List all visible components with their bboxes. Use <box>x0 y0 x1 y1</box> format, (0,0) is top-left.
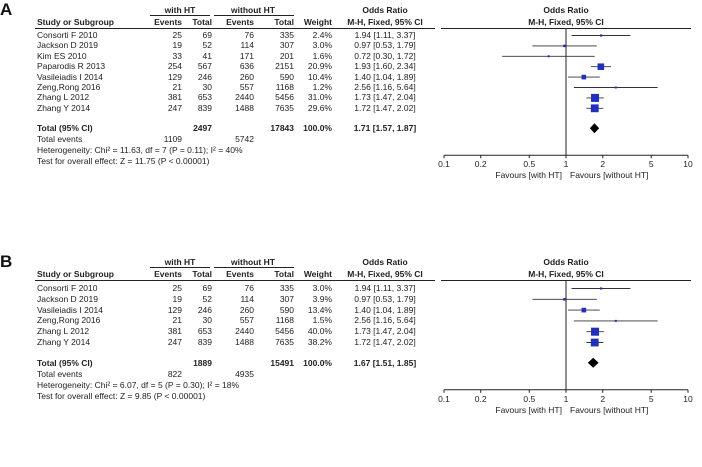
study-t2: 5456 <box>275 92 294 103</box>
point-square <box>591 339 599 347</box>
study-t1: 41 <box>202 50 212 61</box>
heterogeneity: Heterogeneity: Chi² = 11.63, df = 7 (P = 0.11); I² = 40% <box>37 145 243 156</box>
tick-label: 1 <box>563 393 569 404</box>
study-name: Zhang Y 2014 <box>37 337 91 347</box>
study-t2: 1168 <box>275 315 294 326</box>
study-ci: 1.93 [1.60, 2.34] <box>354 61 416 72</box>
study-e1: 129 <box>167 71 182 82</box>
study-e2: 76 <box>244 283 254 293</box>
point-square <box>615 87 617 89</box>
tick-label: 10 <box>683 393 693 404</box>
study-e2: 557 <box>239 315 254 326</box>
tick-label: 0.1 <box>438 159 450 170</box>
total-ci: 1.67 [1.51, 1.85] <box>353 357 417 368</box>
col-weight-header: Weight <box>303 17 332 27</box>
study-ci: 2.56 [1.16, 5.64] <box>354 82 416 92</box>
favours-right-label: Favours [without HT] <box>570 404 649 415</box>
point-square <box>615 320 617 322</box>
study-name: Zhang L 2012 <box>37 326 90 337</box>
point-square <box>600 287 602 289</box>
study-t1: 30 <box>202 315 212 326</box>
study-ci: 0.97 [0.53, 1.79] <box>354 40 416 51</box>
panel-a <box>0 0 702 215</box>
total-events-label: Total events <box>37 368 83 379</box>
point-square <box>598 63 605 70</box>
total-t1: 1889 <box>193 357 212 368</box>
study-name: Zhang Y 2014 <box>37 102 91 113</box>
study-t1: 69 <box>202 283 212 293</box>
study-ci: 1.40 [1.04, 1.89] <box>354 71 416 82</box>
study-name: Consorti F 2010 <box>37 30 98 40</box>
study-name: Vasileiadis I 2014 <box>37 304 103 315</box>
study-weight: 1.2% <box>312 82 332 92</box>
pooled-diamond <box>590 123 599 133</box>
study-name: Kim ES 2010 <box>37 50 87 61</box>
total-weight: 100.0% <box>303 123 332 134</box>
col-total2-header: Total <box>274 17 294 27</box>
or-title-right: Odds Ratio <box>543 257 589 267</box>
study-weight: 20.9% <box>307 61 332 72</box>
col-total1-header: Total <box>192 17 212 27</box>
total-t2: 15491 <box>270 357 294 368</box>
study-name: Paparodis R 2013 <box>37 61 106 72</box>
study-e2: 557 <box>239 82 254 92</box>
point-square <box>591 104 599 112</box>
study-ci: 1.94 [1.11, 3.37] <box>354 283 416 293</box>
col-total2-header: Total <box>274 269 294 279</box>
forest-plot <box>0 0 702 200</box>
study-name: Zhang L 2012 <box>37 92 90 103</box>
total-events-e1: 822 <box>167 368 182 379</box>
or-title-right: Odds Ratio <box>543 5 589 15</box>
overall-effect: Test for overall effect: Z = 11.75 (P < 0.00001) <box>37 156 210 167</box>
study-weight: 2.4% <box>312 30 332 40</box>
study-name: Jackson D 2019 <box>37 40 98 51</box>
study-t2: 590 <box>279 304 294 315</box>
study-e2: 260 <box>239 71 254 82</box>
point-square <box>591 94 599 102</box>
total-events-e2: 5742 <box>235 134 254 145</box>
col-method-header-right: M-H, Fixed, 95% CI <box>528 269 604 279</box>
tick-label: 0.5 <box>523 393 536 404</box>
or-title: Odds Ratio <box>362 5 408 15</box>
study-e2: 2440 <box>235 92 254 103</box>
col-weight-header: Weight <box>303 269 332 279</box>
study-t2: 5456 <box>275 326 294 337</box>
study-name: Jackson D 2019 <box>37 293 98 304</box>
tick-label: 2 <box>600 159 606 170</box>
tick-label: 0.2 <box>474 393 487 404</box>
study-e2: 171 <box>239 50 254 61</box>
study-e2: 114 <box>240 293 254 304</box>
study-t2: 7635 <box>275 102 294 113</box>
favours-left-label: Favours [with HT] <box>495 170 562 181</box>
panel-b <box>0 252 702 467</box>
total-weight: 100.0% <box>303 357 332 368</box>
study-weight: 31.0% <box>307 92 332 103</box>
total-label: Total (95% CI) <box>37 123 93 134</box>
col-events2-header: Events <box>226 17 254 27</box>
study-ci: 1.40 [1.04, 1.89] <box>354 304 416 315</box>
study-e1: 129 <box>167 304 182 315</box>
study-weight: 13.4% <box>307 304 332 315</box>
tick-label: 0.1 <box>438 393 450 404</box>
point-square <box>582 75 587 80</box>
study-t1: 246 <box>197 304 212 315</box>
tick-label: 5 <box>648 393 654 404</box>
study-weight: 3.9% <box>312 293 332 304</box>
total-t1: 2497 <box>193 123 212 134</box>
study-t2: 307 <box>279 40 294 51</box>
study-e2: 636 <box>239 61 254 72</box>
pooled-diamond <box>588 358 599 368</box>
study-t1: 52 <box>202 293 212 304</box>
point-square <box>600 34 602 36</box>
study-e1: 25 <box>172 283 182 293</box>
total-events-label: Total events <box>37 134 83 145</box>
study-name: Zeng,Rong 2016 <box>37 82 101 92</box>
study-e2: 260 <box>239 304 254 315</box>
study-t2: 7635 <box>275 337 294 347</box>
study-e1: 19 <box>172 293 182 304</box>
group2-header: without HT <box>231 5 275 15</box>
study-weight: 3.0% <box>312 40 332 51</box>
study-weight: 29.6% <box>307 102 332 113</box>
study-t2: 307 <box>279 293 294 304</box>
total-label: Total (95% CI) <box>37 357 93 368</box>
study-e1: 247 <box>167 337 182 347</box>
study-ci: 1.72 [1.47, 2.02] <box>354 102 416 113</box>
study-e2: 1488 <box>235 102 254 113</box>
total-events-e1: 1109 <box>163 134 182 145</box>
point-square <box>591 328 599 336</box>
study-t2: 1168 <box>275 82 294 92</box>
tick-label: 0.2 <box>474 159 487 170</box>
col-total1-header: Total <box>192 269 212 279</box>
study-e1: 247 <box>167 102 182 113</box>
panel-label: A <box>0 0 13 19</box>
study-t2: 2151 <box>275 61 294 72</box>
study-weight: 40.0% <box>307 326 332 337</box>
study-t1: 567 <box>197 61 212 72</box>
group2-header: without HT <box>231 257 275 267</box>
point-square <box>563 298 565 300</box>
study-weight: 1.6% <box>312 50 332 61</box>
study-t1: 653 <box>197 326 212 337</box>
total-ci: 1.71 [1.57, 1.87] <box>353 123 417 134</box>
tick-label: 10 <box>683 159 693 170</box>
study-e2: 2440 <box>235 326 254 337</box>
or-title: Odds Ratio <box>362 257 408 267</box>
favours-right-label: Favours [without HT] <box>570 170 649 181</box>
study-e2: 114 <box>240 40 254 51</box>
study-name: Consorti F 2010 <box>37 283 98 293</box>
heterogeneity: Heterogeneity: Chi² = 6.07, df = 5 (P = 0.30); I² = 18% <box>37 379 240 390</box>
forest-plot <box>0 252 702 452</box>
study-t1: 246 <box>197 71 212 82</box>
total-t2: 17843 <box>270 123 294 134</box>
study-t1: 653 <box>197 92 212 103</box>
study-t2: 590 <box>279 71 294 82</box>
point-square <box>548 55 550 57</box>
panel-label: B <box>0 252 13 271</box>
study-name: Vasileiadis I 2014 <box>37 71 103 82</box>
study-e1: 381 <box>167 92 182 103</box>
col-study-header: Study or Subgroup <box>37 269 114 279</box>
tick-label: 5 <box>648 159 654 170</box>
study-weight: 38.2% <box>307 337 332 347</box>
col-events1-header: Events <box>154 269 182 279</box>
study-ci: 1.73 [1.47, 2.04] <box>354 326 416 337</box>
col-method-header: M-H, Fixed, 95% CI <box>347 269 423 279</box>
study-weight: 1.5% <box>312 315 332 326</box>
study-e1: 25 <box>172 30 182 40</box>
favours-left-label: Favours [with HT] <box>495 404 562 415</box>
study-t2: 201 <box>279 50 294 61</box>
study-t2: 335 <box>279 283 294 293</box>
study-ci: 1.73 [1.47, 2.04] <box>354 92 416 103</box>
study-e2: 1488 <box>235 337 254 347</box>
tick-label: 0.5 <box>523 159 536 170</box>
point-square <box>563 45 565 47</box>
total-events-e2: 4935 <box>235 368 254 379</box>
study-name: Zeng,Rong 2016 <box>37 315 101 326</box>
col-events2-header: Events <box>226 269 254 279</box>
study-e1: 33 <box>172 50 182 61</box>
study-weight: 3.0% <box>312 283 332 293</box>
study-e1: 254 <box>167 61 182 72</box>
study-t1: 30 <box>202 82 212 92</box>
study-e1: 381 <box>167 326 182 337</box>
col-study-header: Study or Subgroup <box>37 17 114 27</box>
study-t2: 335 <box>279 30 294 40</box>
tick-label: 1 <box>563 159 569 170</box>
study-e1: 21 <box>172 82 182 92</box>
study-ci: 2.56 [1.16, 5.64] <box>354 315 416 326</box>
study-ci: 1.94 [1.11, 3.37] <box>354 30 416 40</box>
study-ci: 0.72 [0.30, 1.72] <box>354 50 416 61</box>
study-ci: 1.72 [1.47, 2.02] <box>354 337 416 347</box>
study-e1: 21 <box>172 315 182 326</box>
study-e2: 76 <box>244 30 254 40</box>
col-method-header-right: M-H, Fixed, 95% CI <box>528 17 604 27</box>
study-e1: 19 <box>172 40 182 51</box>
group1-header: with HT <box>164 5 196 15</box>
study-t1: 69 <box>202 30 212 40</box>
study-ci: 0.97 [0.53, 1.79] <box>354 293 416 304</box>
overall-effect: Test for overall effect: Z = 9.85 (P < 0.00001) <box>37 390 206 401</box>
study-t1: 839 <box>197 337 212 347</box>
tick-label: 2 <box>600 393 606 404</box>
col-method-header: M-H, Fixed, 95% CI <box>347 17 423 27</box>
group1-header: with HT <box>164 257 196 267</box>
study-weight: 10.4% <box>307 71 332 82</box>
study-t1: 52 <box>202 40 212 51</box>
point-square <box>582 308 587 313</box>
study-t1: 839 <box>197 102 212 113</box>
col-events1-header: Events <box>154 17 182 27</box>
